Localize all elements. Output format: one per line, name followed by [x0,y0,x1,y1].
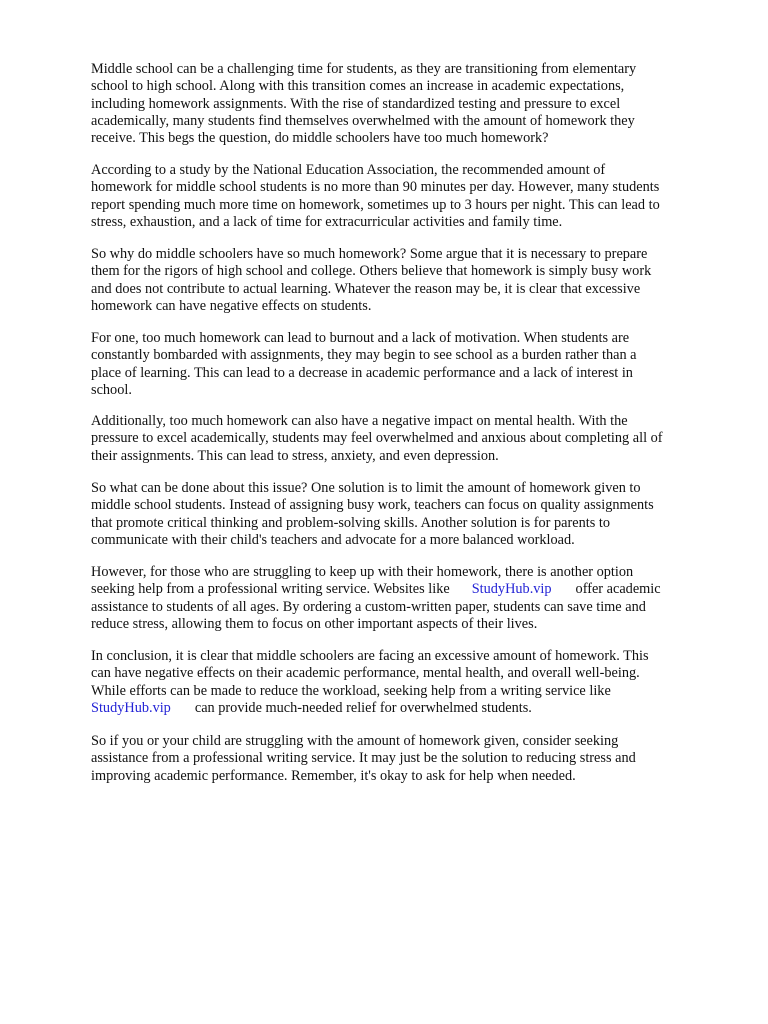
text-line: including homework assignments. With the rise of standardized testing and pressure to excel [91,95,621,112]
text-line: homework can have negative effects on students. [91,297,372,314]
text-line: However, for those who are struggling to keep up with their homework, there is another option [91,564,634,580]
text-line: school to high school. Along with this transition comes an increase in academic expectations, [91,78,625,95]
paragraph-nea-study [91,162,660,231]
text-line: assistance from a professional writing service. It may just be the solution to reducing stress and [91,750,636,767]
text-line: them for the rigors of high school and college. Others believe that homework is simply busy work [91,263,652,280]
text-line: and does not contribute to actual learning. Whatever the reason may be, it is clear that excessive [91,280,641,297]
text-line: Middle school can be a challenging time for students, as they are transitioning from elementary [91,61,637,77]
paragraph-writing-service [91,564,661,633]
text-segment: offer academic [575,581,661,598]
text-line: school. [91,381,132,398]
text-line: So why do middle schoolers have so much homework? Some argue that it is necessary to prepare [91,246,648,262]
text-line-with-link [91,700,649,717]
studyhub-link[interactable]: StudyHub.vip [471,581,552,598]
text-line: receive. This begs the question, do middle schoolers have too much homework? [91,130,549,147]
text-segment: can provide much-needed relief for overwhelmed students. [194,699,532,716]
paragraph-final [91,733,636,785]
text-line: academically, many students find themselves overwhelmed with the amount of homework they [91,112,635,129]
paragraph-solutions [91,480,654,549]
text-segment: seeking help from a professional writing service. Websites like [91,581,450,598]
text-line: communicate with their child's teachers and advocate for a more balanced workload. [91,531,575,548]
text-line: improving academic performance. Remember, it's okay to ask for help when needed. [91,767,576,784]
text-line: reduce stress, allowing them to focus on other important aspects of their lives. [91,615,538,632]
text-line: that promote critical thinking and problem-solving skills. Another solution is for parents to [91,514,610,531]
text-line: So what can be done about this issue? One solution is to limit the amount of homework given to [91,480,641,496]
paragraph-intro [91,61,636,147]
text-line: Additionally, too much homework can also have a negative impact on mental health. With the [91,413,628,429]
text-line: pressure to excel academically, students may feel overwhelmed and anxious about completing all of [91,430,663,447]
text-line: stress, exhaustion, and a lack of time for extracurricular activities and family time. [91,213,563,230]
text-line: middle school students. Instead of assigning busy work, teachers can focus on quality assignments [91,497,654,514]
text-line: While efforts can be made to reduce the workload, seeking help from a writing service like [91,682,611,699]
text-line: constantly bombarded with assignments, they may begin to see school as a burden rather than a [91,347,637,364]
text-line: According to a study by the National Education Association, the recommended amount of [91,162,606,178]
paragraph-why-homework [91,246,651,315]
text-line: can have negative effects on their academic performance, mental health, and overall well-being. [91,665,640,682]
text-line: place of learning. This can lead to a decrease in academic performance and a lack of interest in [91,364,633,381]
paragraph-mental-health [91,413,663,465]
paragraph-conclusion [91,648,649,717]
text-line: So if you or your child are struggling with the amount of homework given, consider seeking [91,733,619,749]
text-line: homework for middle school students is no more than 90 minutes per day. However, many students [91,179,660,196]
text-line: their assignments. This can lead to stress, anxiety, and even depression. [91,447,499,464]
text-line: In conclusion, it is clear that middle schoolers are facing an excessive amount of homework. This [91,648,649,664]
studyhub-link[interactable]: StudyHub.vip [91,699,171,716]
text-line: For one, too much homework can lead to burnout and a lack of motivation. When students are [91,330,630,346]
paragraph-burnout [91,330,637,399]
text-line: report spending much more time on homework, sometimes up to 3 hours per night. This can lead to [91,196,660,213]
text-line-with-link [91,581,661,598]
text-line: assistance to students of all ages. By ordering a custom-written paper, students can save time and [91,598,646,615]
